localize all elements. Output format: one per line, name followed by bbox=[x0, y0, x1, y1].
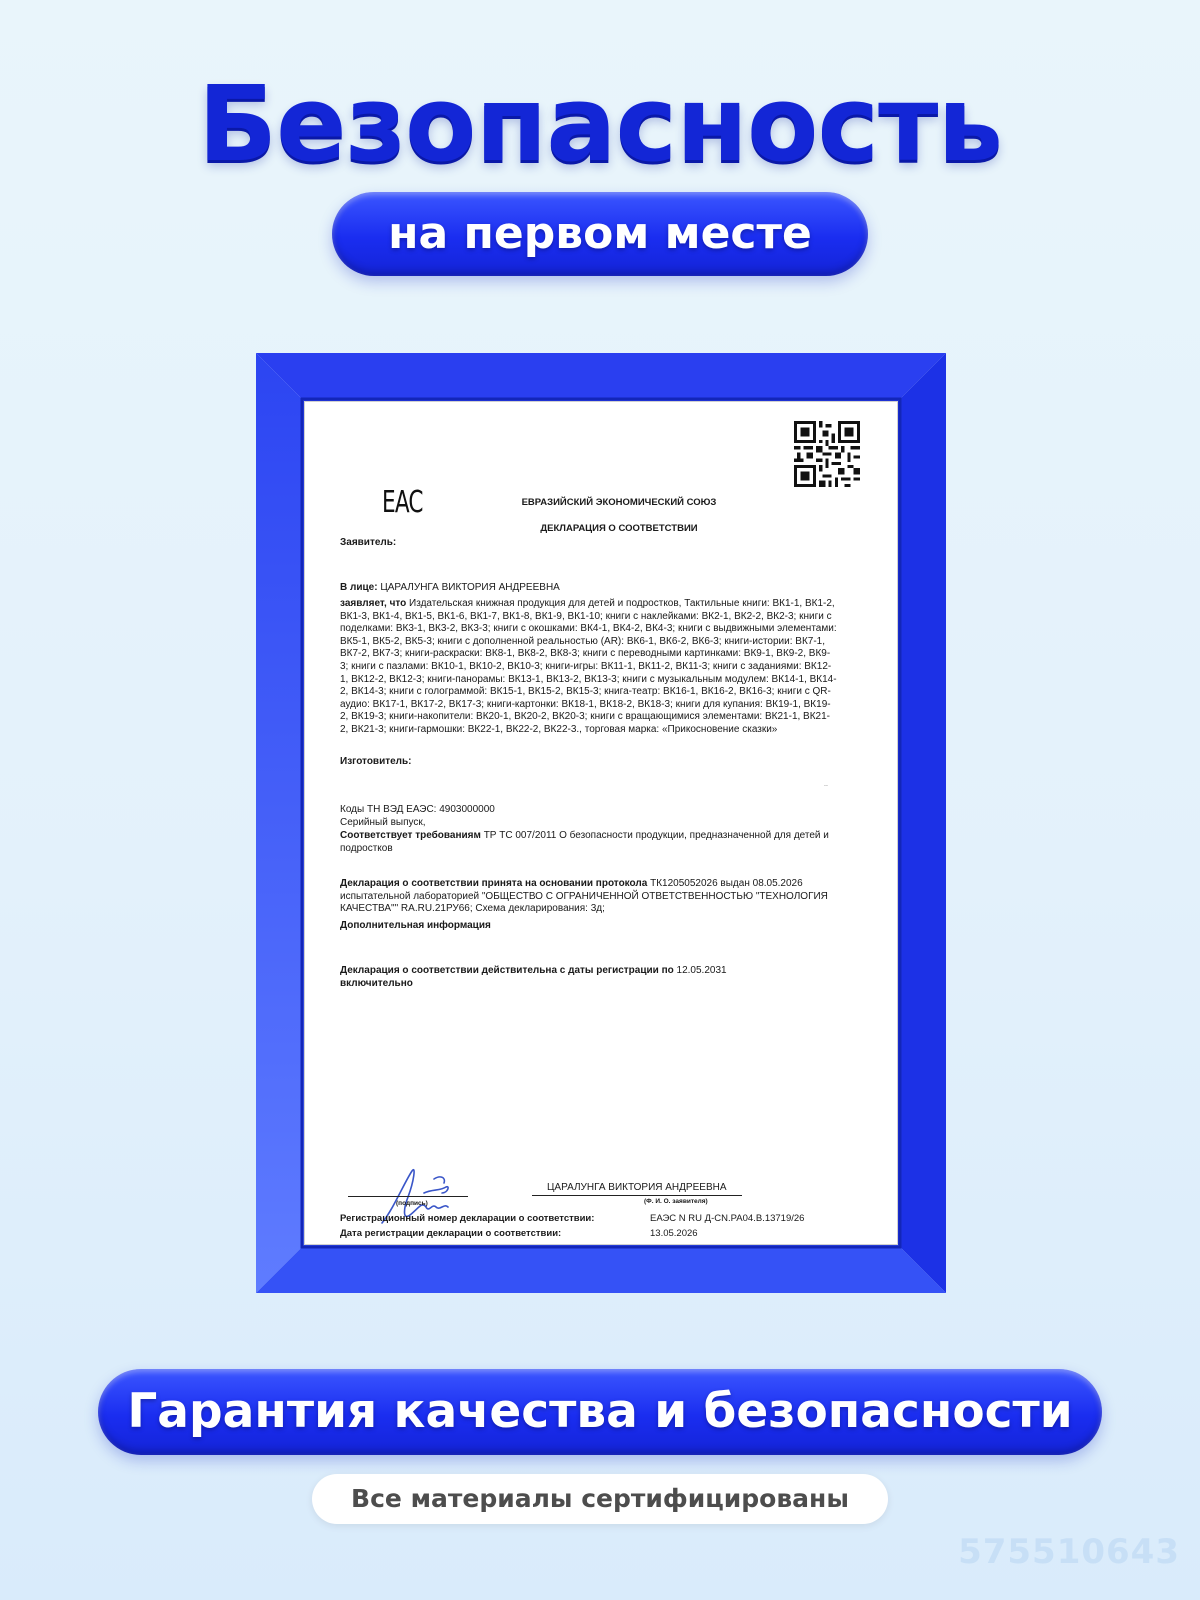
certified-tagline: Все материалы сертифицированы bbox=[312, 1474, 888, 1524]
validity-paragraph bbox=[340, 965, 840, 990]
reg-date-value: 13.05.2026 bbox=[650, 1228, 698, 1239]
additional-line bbox=[340, 920, 840, 933]
article-number: 575510643 bbox=[958, 1532, 1180, 1572]
applicant-label: Заявитель: bbox=[340, 537, 397, 548]
person-line bbox=[340, 582, 840, 595]
additional-label: Дополнительная информация bbox=[340, 920, 491, 931]
basis-paragraph bbox=[340, 878, 840, 916]
signature-caption: (подпись) bbox=[396, 1200, 428, 1207]
manufacturer-label: Изготовитель: bbox=[340, 756, 412, 767]
signature-line bbox=[348, 1196, 468, 1197]
basis-label: Декларация о соответствии принята на основании протокола bbox=[340, 878, 648, 889]
union-title: ЕВРАЗИЙСКИЙ ЭКОНОМИЧЕСКИЙ СОЮЗ bbox=[521, 497, 717, 508]
valid-label: Декларация о соответствии действительна с даты регистрации по bbox=[340, 965, 674, 976]
basis-value: ТК1205052026 выдан 08.05.2026 испытательной лабораторией "ОБЩЕСТВО С ОГРАНИЧЕННОЙ ОТВЕТСТВЕННОСТЬЮ "ТЕХНОЛОГИЯ КАЧЕСТВА"" RA.RU.21РУ66; Схема декларирования: 3д; bbox=[340, 878, 828, 915]
certificate-frame bbox=[256, 353, 946, 1293]
valid-suffix: включительно bbox=[340, 977, 413, 989]
subheadline-pill: на первом месте bbox=[332, 192, 868, 276]
applicant-line bbox=[340, 537, 840, 550]
person-label: В лице: bbox=[340, 582, 378, 593]
declares-paragraph bbox=[340, 598, 838, 737]
signer-name: ЦАРАЛУНГА ВИКТОРИЯ АНДРЕЕВНА bbox=[547, 1182, 727, 1193]
complies-value: ТР ТС 007/2011 О безопасности продукции, предназначенной для детей и подростков bbox=[340, 830, 829, 854]
eac-logo: EAC bbox=[382, 485, 423, 520]
reg-number-value: ЕАЭС N RU Д-CN.РА04.В.13719/26 bbox=[650, 1213, 805, 1224]
serial-line: Серийный выпуск, bbox=[340, 817, 426, 828]
reg-date-label: Дата регистрации декларации о соответствии: bbox=[340, 1228, 562, 1239]
declares-label: заявляет, что bbox=[340, 598, 407, 609]
document-type: ДЕКЛАРАЦИЯ О СООТВЕТСТВИИ bbox=[540, 523, 698, 534]
qr-code-icon bbox=[794, 421, 860, 487]
manufacturer-line bbox=[340, 756, 840, 769]
headline: Безопасность bbox=[197, 63, 1003, 185]
person-value: ЦАРАЛУНГА ВИКТОРИЯ АНДРЕЕВНА bbox=[380, 582, 560, 593]
quality-banner: Гарантия качества и безопасности bbox=[98, 1369, 1102, 1455]
valid-value: 12.05.2031 bbox=[676, 965, 727, 976]
dot-mark: .. bbox=[824, 781, 828, 788]
codes-line: Коды ТН ВЭД ЕАЭС: 4903000000 bbox=[340, 804, 495, 815]
declares-value: Издательская книжная продукция для детей и подростков, Тактильные книги: ВК1-1, ВК1-2, ВК1-3, ВК1-4, ВК1-5, ВК1-6, ВК1-7, ВК1-8, ВК1-9, ВК1-10; книги с наклейками: ВК2-1, ВК2-2, ВК2-3; книги с поделками: ВК3-1, ВК3-2, ВК3-3; книги с окошками: ВК4-1, ВК4-2, ВК4-3; книги с выдвижными элементами: ВК5-1, ВК5-2, ВК5-3; книги с дополненной реальностью (AR): ВК6-1, ВК6-2, ВК6-3; книги-истории: ВК7-1, ВК7-2, ВК7-3; книги-раскраски: ВК8-1, ВК8-2, ВК8-3; книги с переводными картинками: ВК9-1, ВК9-2, ВК9-3; книги с пазлами: ВК10-1, ВК10-2, ВК10-3; книги-игры: ВК11-1, ВК11-2, ВК11-3; книги с заданиями: ВК12-1, ВК12-2, ВК12-3; книги-панорамы: ВК13-1, ВК13-2, ВК13-3; книги с музыкальным модулем: ВК14-1, ВК14-2, ВК14-3; книги с голограммой: ВК15-1, ВК15-2, ВК15-3; книга-театр: ВК16-1, ВК16-2, ВК16-3; книги с QR-аудио: ВК17-1, ВК17-2, ВК17-3; книги-картонки: ВК18-1, ВК18-2, ВК18-3; книги для купания: ВК19-1, ВК19-2, ВК19-3; книги-накопители: ВК20-1, ВК20-2, ВК20-3; книги с вращающимися элементами: ВК21-1, ВК21-2, ВК21-3; книги-гармошки: ВК22-1, ВК22-2, ВК22-3., торговая марка: «Прикосновение сказки» bbox=[340, 598, 837, 735]
complies-paragraph bbox=[340, 830, 840, 855]
signer-caption: (Ф. И. О. заявителя) bbox=[644, 1198, 708, 1205]
declaration-document bbox=[304, 401, 898, 1245]
reg-number-label: Регистрационный номер декларации о соответствии: bbox=[340, 1213, 595, 1224]
signer-line bbox=[532, 1195, 742, 1196]
complies-label: Соответствует требованиям bbox=[340, 830, 481, 841]
